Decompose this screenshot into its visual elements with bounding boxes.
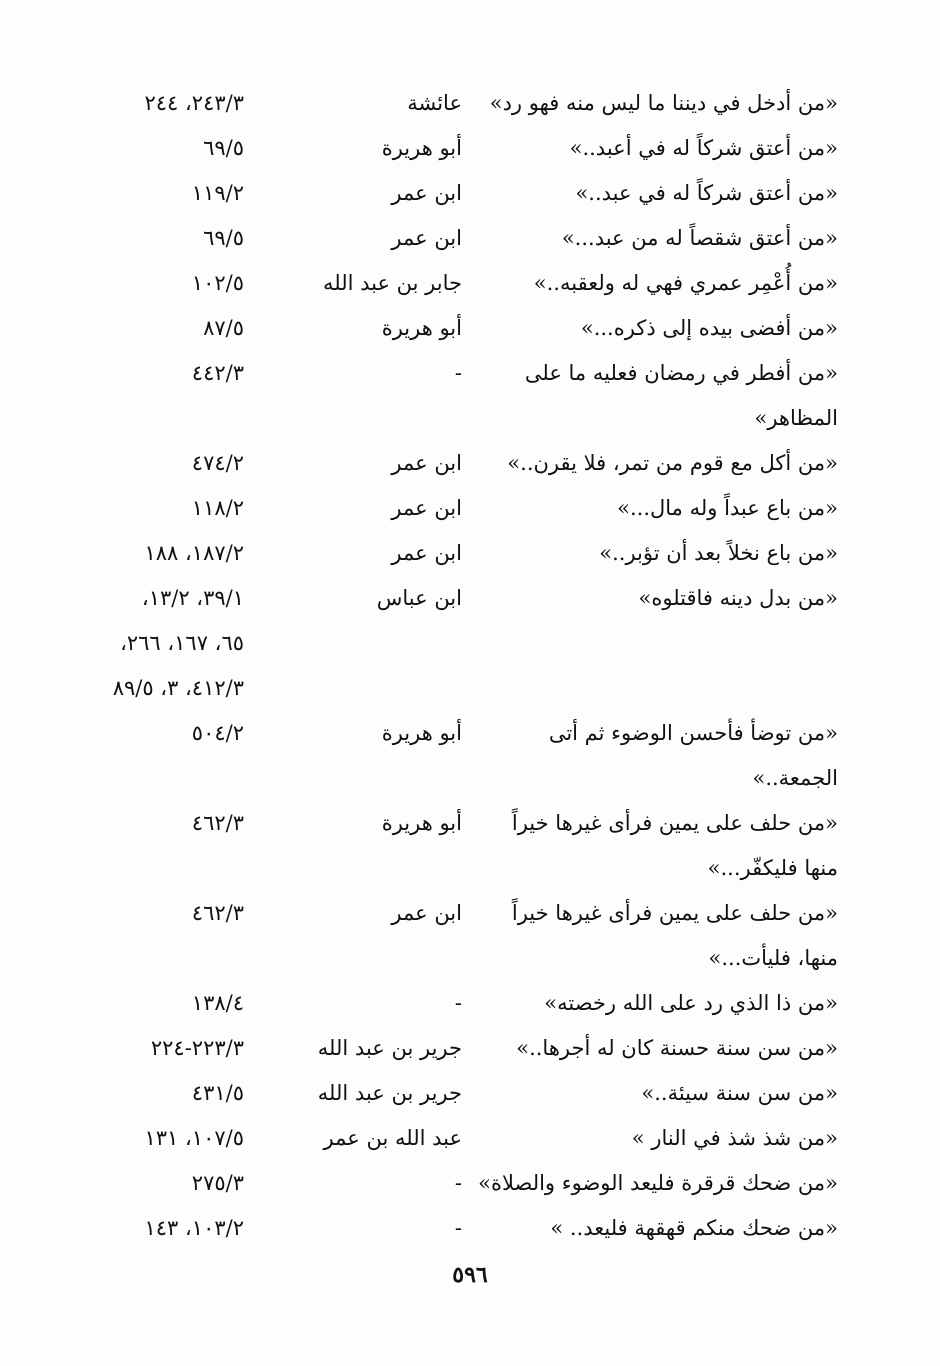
- narrator: -: [454, 991, 462, 1015]
- index-row-continuation: [0, 943, 940, 987]
- hadith-text: «من ضحك منكم قهقهة فليعد.. »: [550, 1216, 838, 1240]
- hadith-text: منها فليكفّر...»: [707, 856, 838, 880]
- hadith-text: «من شذ شذ في النار »: [631, 1126, 838, 1150]
- narrator: أبو هريرة: [381, 316, 462, 340]
- index-row: [0, 898, 940, 942]
- index-row: [0, 88, 940, 132]
- reference: ٦٩/٥: [203, 226, 244, 250]
- hadith-text: «من بدل دينه فاقتلوه»: [638, 586, 838, 610]
- narrator: أبو هريرة: [381, 811, 462, 835]
- index-row-continuation: [0, 403, 940, 447]
- narrator: جابر بن عبد الله: [322, 271, 462, 295]
- index-row: [0, 358, 940, 402]
- reference: ٦٥، ١٦٧، ٢٦٦،: [120, 631, 244, 655]
- reference: ٤٦٢/٣: [191, 901, 244, 925]
- hadith-text: «من سن سنة حسنة كان له أجرها..»: [516, 1036, 838, 1060]
- index-row: [0, 1168, 940, 1212]
- reference: ٥٠٤/٢: [191, 721, 244, 745]
- index-row: [0, 1033, 940, 1077]
- narrator: ابن عمر: [391, 226, 462, 250]
- hadith-text: «من أفضى بيده إلى ذكره...»: [580, 316, 838, 340]
- hadith-text: الجمعة..»: [752, 766, 838, 790]
- hadith-text: «من أدخل في ديننا ما ليس منه فهو رد»: [489, 91, 838, 115]
- reference: ٤١٢/٣، ٣، ٨٩/٥: [112, 676, 244, 700]
- narrator: ابن عمر: [391, 181, 462, 205]
- hadith-text: «من حلف على يمين فرأى غيرها خيراً: [511, 811, 838, 835]
- reference: ٤٧٤/٢: [191, 451, 244, 475]
- reference: ٣٩/١، ١٣/٢،: [141, 586, 244, 610]
- reference: ٢٤٣/٣، ٢٤٤: [144, 91, 244, 115]
- index-row-continuation: [0, 673, 940, 717]
- index-row: [0, 313, 940, 357]
- hadith-text: «من أعتق شقصاً له من عبد...»: [561, 226, 838, 250]
- index-row: [0, 1123, 940, 1167]
- hadith-text: «من أُعْمِر عمري فهي له ولعقبه..»: [533, 271, 838, 295]
- hadith-text: «من توضأ فأحسن الوضوء ثم أتى: [548, 721, 838, 745]
- index-row-continuation: [0, 763, 940, 807]
- narrator: ابن عمر: [391, 451, 462, 475]
- hadith-text: منها، فليأت...»: [708, 946, 838, 970]
- reference: ٢٢٣/٣-٢٢٤: [150, 1036, 244, 1060]
- index-row: [0, 1078, 940, 1122]
- reference: ٤٣١/٥: [191, 1081, 244, 1105]
- reference: ١١٨/٢: [191, 496, 244, 520]
- reference: ١٠٢/٥: [191, 271, 244, 295]
- reference: ١١٩/٢: [191, 181, 244, 205]
- index-row: [0, 448, 940, 492]
- hadith-text: «من أفطر في رمضان فعليه ما على: [524, 361, 838, 385]
- reference: ١٨٧/٢، ١٨٨: [144, 541, 244, 565]
- reference: ٤٤٢/٣: [191, 361, 244, 385]
- narrator: أبو هريرة: [381, 136, 462, 160]
- index-row: [0, 538, 940, 582]
- index-row: [0, 133, 940, 177]
- reference: ٤٦٢/٣: [191, 811, 244, 835]
- index-row: [0, 808, 940, 852]
- narrator: عبد الله بن عمر: [323, 1126, 462, 1150]
- narrator: ابن عمر: [391, 496, 462, 520]
- index-row: [0, 493, 940, 537]
- narrator: جرير بن عبد الله: [317, 1081, 462, 1105]
- index-row-continuation: [0, 628, 940, 672]
- hadith-text: «من حلف على يمين فرأى غيرها خيراً: [511, 901, 838, 925]
- hadith-text: «من ذا الذي رد على الله رخصته»: [544, 991, 838, 1015]
- reference: ٨٧/٥: [203, 316, 244, 340]
- reference: ١٠٣/٢، ١٤٣: [144, 1216, 244, 1240]
- narrator: جرير بن عبد الله: [317, 1036, 462, 1060]
- index-row: [0, 988, 940, 1032]
- index-row: [0, 718, 940, 762]
- narrator: -: [454, 1171, 462, 1195]
- hadith-text: «من ضحك قرقرة فليعد الوضوء والصلاة»: [478, 1171, 838, 1195]
- index-row-continuation: [0, 853, 940, 897]
- narrator: -: [454, 361, 462, 385]
- narrator: ابن عباس: [376, 586, 462, 610]
- narrator: عائشة: [407, 91, 462, 115]
- narrator: أبو هريرة: [381, 721, 462, 745]
- index-row: [0, 1213, 940, 1257]
- hadith-text: «من أعتق شركاً له في عبد..»: [575, 181, 838, 205]
- reference: ١٠٧/٥، ١٣١: [144, 1126, 244, 1150]
- index-row: [0, 583, 940, 627]
- page-number: ٥٩٦: [452, 1262, 488, 1288]
- index-row: [0, 223, 940, 267]
- index-row: [0, 178, 940, 222]
- narrator: ابن عمر: [391, 541, 462, 565]
- index-row: [0, 268, 940, 312]
- hadith-text: «من أكل مع قوم من تمر، فلا يقرن..»: [507, 451, 838, 475]
- hadith-text: «من باع عبداً وله مال...»: [617, 496, 838, 520]
- reference: ١٣٨/٤: [191, 991, 244, 1015]
- hadith-text: المظاهر»: [754, 406, 838, 430]
- hadith-text: «من باع نخلاً بعد أن تؤبر..»: [599, 541, 838, 565]
- reference: ٢٧٥/٣: [191, 1171, 244, 1195]
- narrator: ابن عمر: [391, 901, 462, 925]
- narrator: -: [454, 1216, 462, 1240]
- hadith-text: «من سن سنة سيئة..»: [641, 1081, 838, 1105]
- hadith-text: «من أعتق شركاً له في أعبد..»: [569, 136, 838, 160]
- reference: ٦٩/٥: [203, 136, 244, 160]
